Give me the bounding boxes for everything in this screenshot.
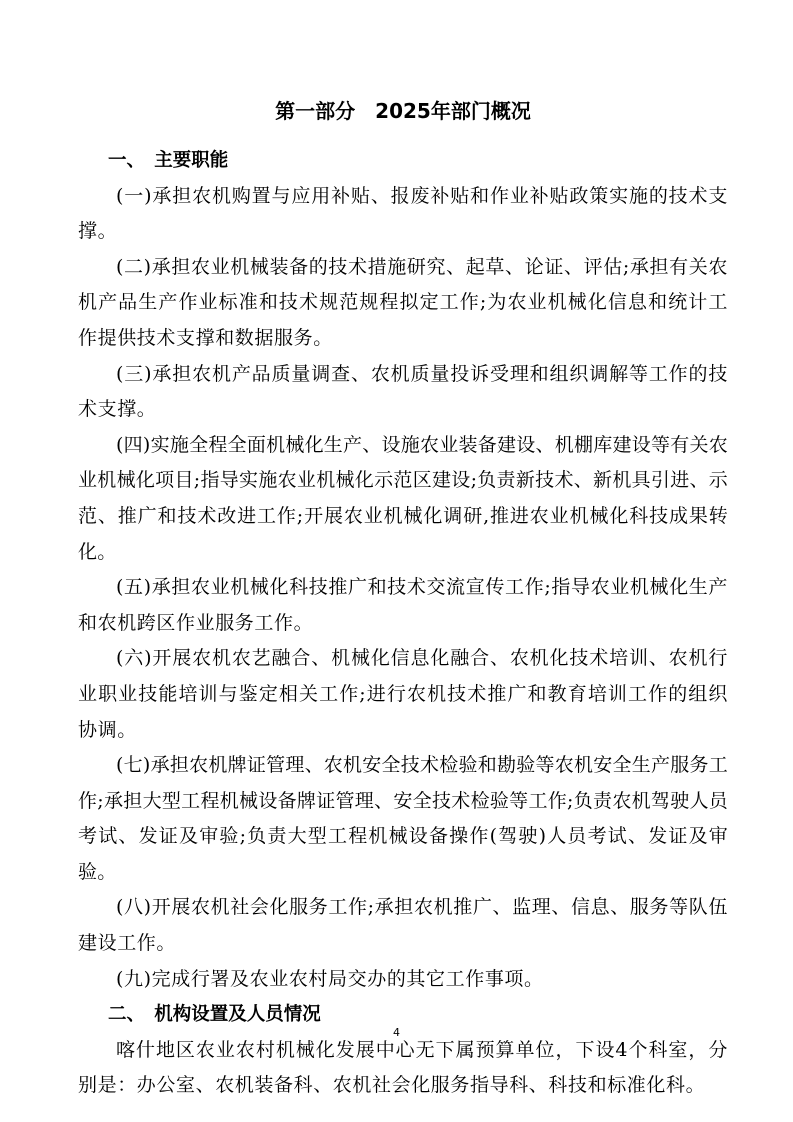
function-paragraph-8: (八)开展农机社会化服务工作;承担农机推广、监理、信息、服务等队伍建设工作。: [78, 896, 728, 955]
function-paragraph-5: (五)承担农业机械化科技推广和技术交流宣传工作;指导农业机械化生产和农机跨区作业服务工作。: [78, 576, 728, 634]
function-paragraph-7: (七)承担农机牌证管理、农机安全技术检验和勘验等农机安全生产服务工作;承担大型工程机械设备牌证管理、安全技术检验等工作;负责农机驾驶人员考试、发证及审验;负责大型工程机械设备操作(驾驶)人员考试、发证及审验。: [78, 754, 728, 883]
function-paragraph-6: (六)开展农机农艺融合、机械化信息化融合、农机化技术培训、农机行业职业技能培训与鉴定相关工作;进行农机技术推广和教育培训工作的组织协调。: [78, 647, 728, 741]
page-content: [78, 96, 728, 1104]
function-paragraph-4: (四)实施全程全面机械化生产、设施农业装备建设、机棚库建设等有关农业机械化项目;指导实施农业机械化示范区建设;负责新技术、新机具引进、示范、推广和技术改进工作;开展农业机械化调研,推进农业机械化科技成果转化。: [78, 433, 728, 563]
section-heading-main-functions: 一、 主要职能: [108, 150, 229, 171]
section-heading-organization: 二、 机构设置及人员情况: [108, 1004, 321, 1026]
function-paragraph-3: (三)承担农机产品质量调查、农机质量投诉受理和组织调解等工作的技术支撑。: [78, 362, 728, 421]
page-title: 第一部分 2025年部门概况: [275, 99, 531, 123]
function-paragraph-1: (一)承担农机购置与应用补贴、报废补贴和作业补贴政策实施的技术支撑。: [78, 184, 728, 243]
function-paragraph-2: (二)承担农业机械装备的技术措施研究、起草、论证、评估;承担有关农机产品生产作业标准和技术规范规程拟定工作;为农业机械化信息和统计工作提供技术支撑和数据服务。: [78, 255, 728, 349]
page-number: 4: [393, 1026, 400, 1039]
organization-paragraph: 喀什地区农业农村机械化发展中心无下属预算单位，下设4个科室，分别是：办公室、农机装备科、农机社会化服务指导科、科技和标准化科。: [78, 1038, 728, 1097]
function-paragraph-9: (九)完成行署及农业农村局交办的其它工作事项。: [116, 967, 544, 990]
